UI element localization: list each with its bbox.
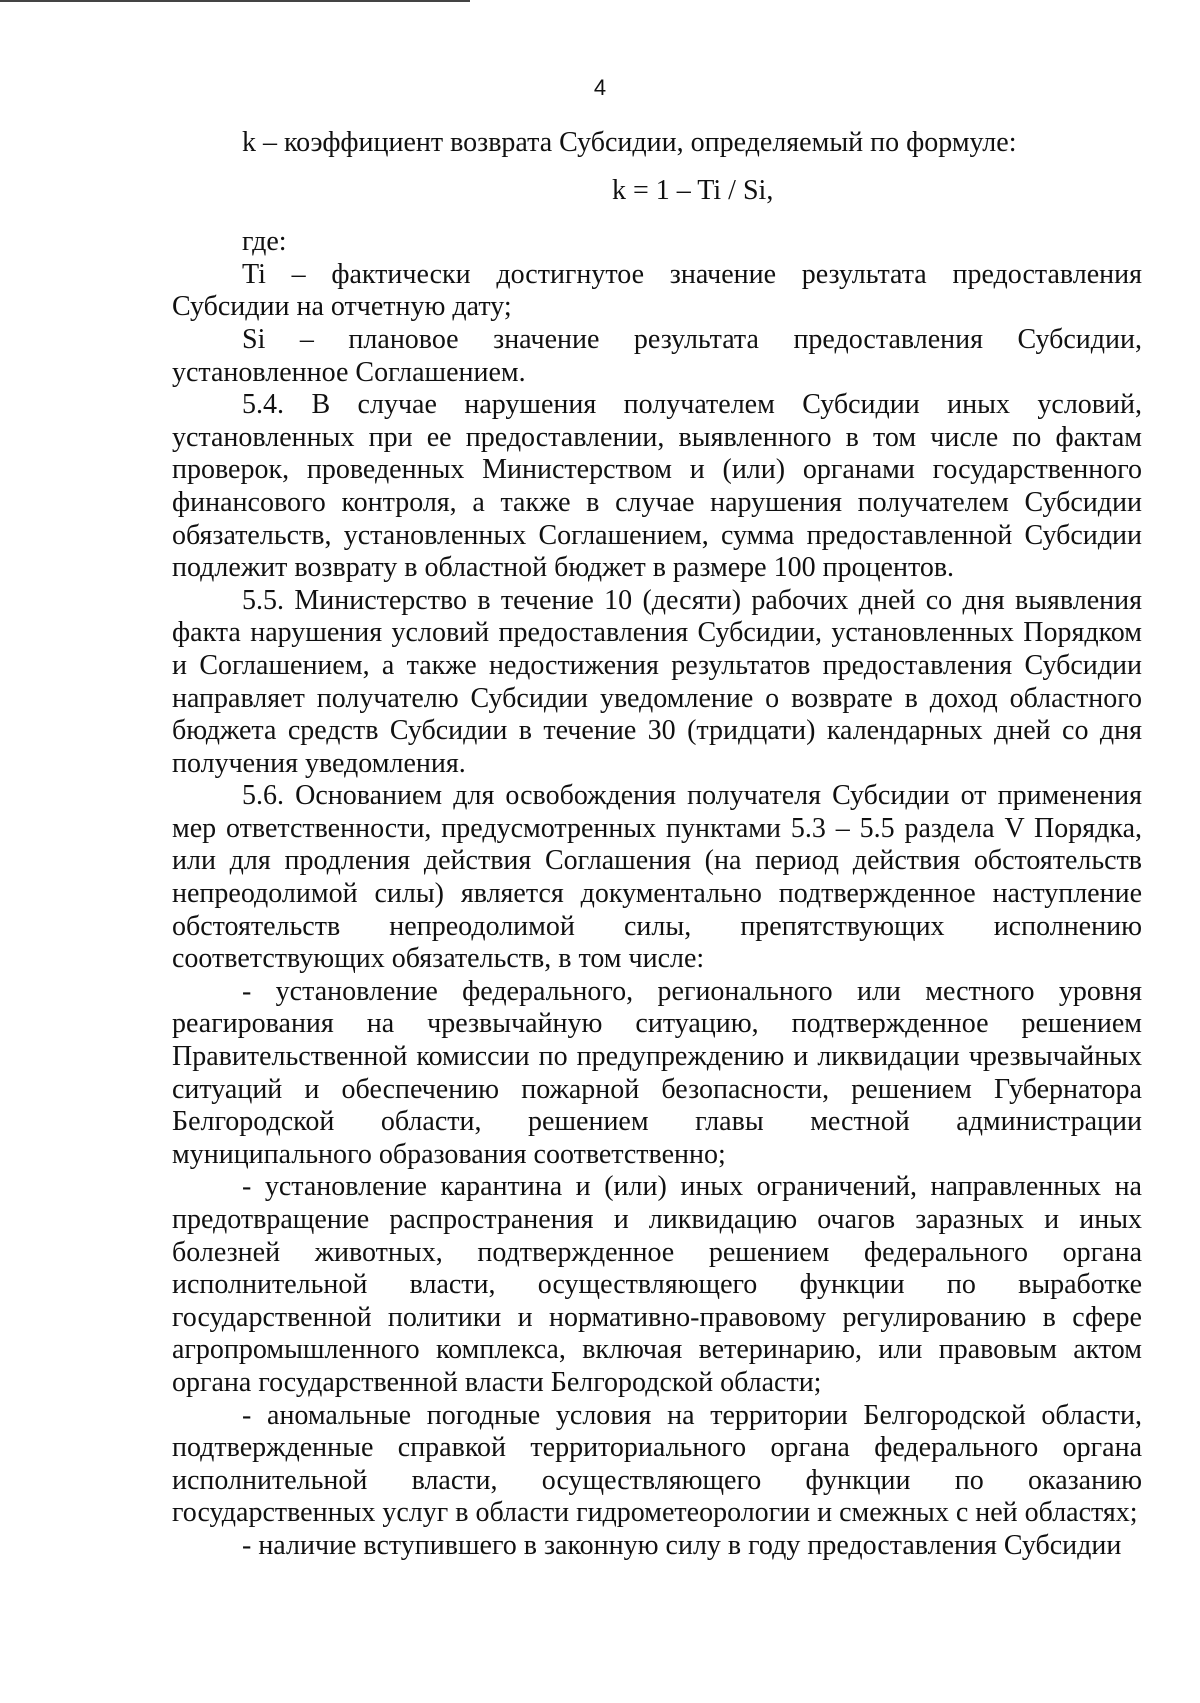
list-item-weather: - аномальные погодные условия на территории Белгородской области, подтвержденные справкой территориального органа федерального органа исполнительной власти, осуществляющего функции по оказанию государственных услуг в области гидрометеорологии и смежных с ней областях; [172, 1399, 1142, 1529]
list-item-emergency: - установление федерального, регионального или местного уровня реагирования на чрезвычайную ситуацию, подтвержденное решением Правительственной комиссии по предупреждению и ликвидации чрезвычайных ситуаций и обеспечению пожарной безопасности, решением Губернатора Белгородской области, решением главы местной администрации муниципального образования соответственно; [172, 975, 1142, 1170]
top-border-line [0, 0, 470, 2]
page-number: 4 [593, 75, 607, 100]
clause-5-6: 5.6. Основанием для освобождения получателя Субсидии от применения мер ответственности, предусмотренных пунктами 5.3 – 5.5 раздела V Порядка, или для продления действия Соглашения (на период действия обстоятельств непреодолимой силы) является документально подтвержденное наступление обстоятельств непреодолимой силы, препятствующих исполнению соответствующих обязательств, в том числе: [172, 780, 1142, 975]
list-item-court: - наличие вступившего в законную силу в году предоставления Субсидии [242, 1529, 1122, 1561]
paragraph-ti-definition: Ti – фактически достигнутое значение результата предоставления Субсидии на отчетную дату; [172, 258, 1142, 323]
document-body [172, 127, 1142, 1563]
paragraph-where: где: [242, 226, 287, 258]
clause-5-4: 5.4. В случае нарушения получателем Субсидии иных условий, установленных при ее предоставлении, выявленного в том числе по фактам проверок, проведенных Министерством и (или) органами государственного финансового контроля, а также в случае нарушения получателем Субсидии обязательств, установленных Соглашением, сумма предоставленной Субсидии подлежит возврату в областной бюджет в размере 100 процентов. [172, 389, 1142, 584]
paragraph-k-definition: k – коэффициент возврата Субсидии, определяемый по формуле: [242, 127, 1017, 158]
list-item-quarantine: - установление карантина и (или) иных ограничений, направленных на предотвращение распространения и ликвидацию очагов заразных и иных болезней животных, подтвержденное решением федерального органа исполнительной власти, осуществляющего функции по выработке государственной политики и нормативно-правовому регулированию в сфере агропромышленного комплекса, включая ветеринарию, или правовым актом органа государственной власти Белгородской области; [172, 1171, 1142, 1398]
paragraph-si-definition: Si – плановое значение результата предоставления Субсидии, установленное Соглашением. [172, 323, 1142, 388]
clause-5-5: 5.5. Министерство в течение 10 (десяти) рабочих дней со дня выявления факта нарушения условий предоставления Субсидии, установленных Порядком и Соглашением, а также недостижения результатов предоставления Субсидии направляет получателю Субсидии уведомление о возврате в доход областного бюджета средств Субсидии в течение 30 (тридцати) календарных дней со дня получения уведомления. [172, 584, 1142, 779]
formula: k = 1 – Ti / Si, [612, 174, 774, 206]
